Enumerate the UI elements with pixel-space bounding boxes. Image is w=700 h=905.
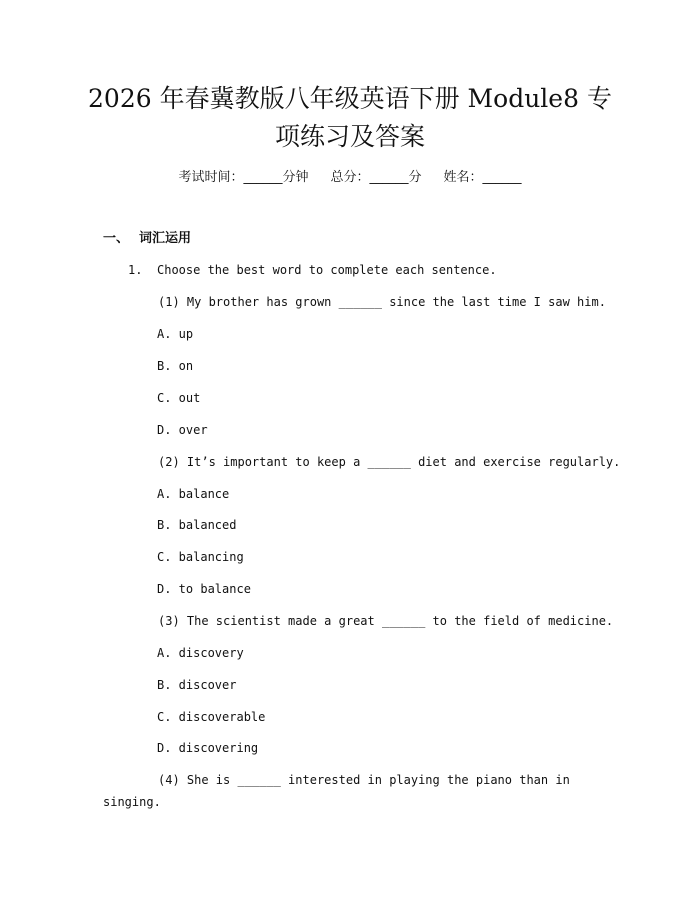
question-stem-3: (3) The scientist made a great ______ to the field of medicine. xyxy=(158,614,614,628)
option-1d: D. over xyxy=(157,423,208,437)
total-score-field: 总分：______分 xyxy=(330,170,422,185)
question-intro xyxy=(128,261,497,279)
exam-time-field: 考试时间：______分钟 xyxy=(178,170,309,185)
option-2a: A. balance xyxy=(157,487,230,501)
student-name-field: 姓名：______ xyxy=(443,170,522,185)
section-title: 词汇运用 xyxy=(139,231,192,246)
exam-meta-row xyxy=(0,168,700,188)
option-1a: A. up xyxy=(157,327,194,341)
document-title-line-1: 2026 年春冀教版八年级英语下册 Module8 专 xyxy=(88,84,612,113)
option-3d: D. discovering xyxy=(157,741,259,755)
section-heading xyxy=(103,230,191,248)
question-stem-2: (2) It’s important to keep a ______ diet and exercise regularly. xyxy=(158,455,621,469)
question-stem-1: (1) My brother has grown ______ since the last time I saw him. xyxy=(158,295,606,309)
document-title-line-2: 项练习及答案 xyxy=(274,122,425,151)
section-number: 一、 xyxy=(103,231,130,246)
option-1b: B. on xyxy=(157,359,194,373)
option-3a: A. discovery xyxy=(157,646,244,660)
question-stem-4-line-2: singing. xyxy=(103,795,161,809)
question-instruction: Choose the best word to complete each sentence. xyxy=(157,263,497,277)
question-number: 1. xyxy=(128,263,143,277)
option-1c: C. out xyxy=(157,391,201,405)
option-2b: B. balanced xyxy=(157,518,237,532)
option-3c: C. discoverable xyxy=(157,710,266,724)
question-stem-4-line-1: (4) She is ______ interested in playing the piano than in xyxy=(158,773,570,787)
option-2d: D. to balance xyxy=(157,582,251,596)
option-3b: B. discover xyxy=(157,678,237,692)
option-2c: C. balancing xyxy=(157,550,244,564)
